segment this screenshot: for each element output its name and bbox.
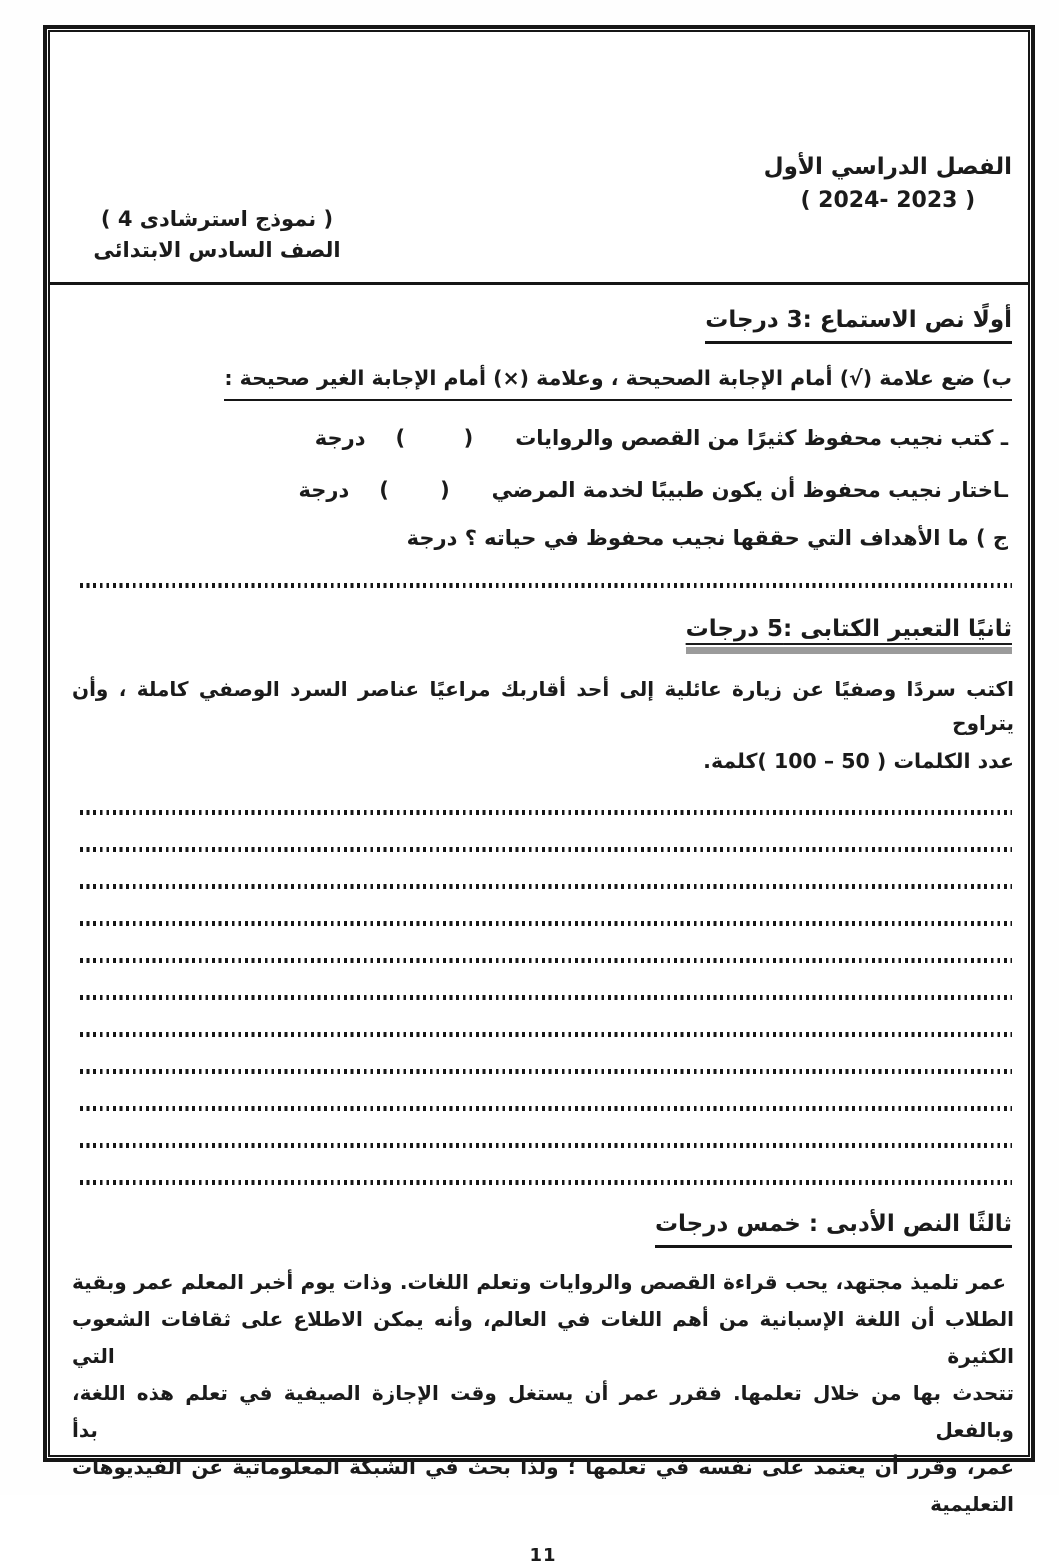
literary-text-line: الطلاب أن اللغة الإسبانية من أهم اللغات في العالم، وأنه يمكن الاطلاع على ثقافات الشعوب الكثيرة التي [72, 1307, 1014, 1368]
answer-dotted-line [80, 583, 1012, 588]
exam-header [50, 32, 1028, 285]
tf-item-text: ـ كتب نجيب محفوظ كثيرًا من القصص والروايات [515, 426, 1008, 450]
exam-body [50, 285, 1028, 1566]
answer-dotted-line [80, 958, 1012, 963]
years-label: ( 2024- 2023 ) [800, 188, 976, 213]
writing-section [72, 614, 1014, 1185]
open-question-line: ج ) ما الأهداف التي حققها نجيب محفوظ في حياته ؟ درجة [406, 526, 1008, 550]
answer-dotted-line [80, 1032, 1012, 1037]
literary-section-title: ثالثًا النص الأدبى : خمس درجات [655, 1209, 1012, 1248]
listening-instruction: ب) ضع علامة (√) أمام الإجابة الصحيحة ، وعلامة (×) أمام الإجابة الغير صحيحة : [224, 364, 1012, 401]
mark-label: درجة [314, 426, 366, 450]
grade-label: الصف السادس الابتدائى [93, 238, 341, 262]
answer-dotted-line [80, 847, 1012, 852]
literary-text-line: عمر، وقرر أن يعتمد على نفسه في تعلمها ؛ ولذا بحث في الشبكة المعلوماتية عن الفيديوهات التعليمية [72, 1455, 1014, 1516]
literary-section [72, 1209, 1014, 1523]
answer-dotted-line [80, 995, 1012, 1000]
writing-prompt-line2: عدد الكلمات ( 50 – 100 )كلمة. [703, 749, 1014, 773]
answer-dotted-line [80, 1106, 1012, 1111]
writing-prompt-line1: اكتب سردًا وصفيًا عن زيارة عائلية إلى أحد أقاربك مراعيًا عناصر السرد الوصفي كاملة ، وأن يتراوح [72, 677, 1014, 735]
literary-text-line: عمر تلميذ مجتهد، يحب قراءة القصص والروايات وتعلم اللغات. وذات يوم أخبر المعلم عمر وبقية [72, 1270, 1006, 1294]
model-block [92, 204, 342, 266]
literary-text [72, 1264, 1014, 1523]
tf-item-row [72, 475, 1014, 505]
tf-item-text: ـاختار نجيب محفوظ أن يكون طبيبًا لخدمة المرضي [491, 478, 1008, 502]
tf-item-row [72, 423, 1014, 453]
answer-blank: ( ) [379, 478, 450, 502]
term-label: الفصل الدراسي الأول [763, 154, 1012, 180]
page-number: 11 [529, 1545, 557, 1566]
answer-dotted-line [80, 884, 1012, 889]
answer-lines [72, 810, 1014, 1185]
answer-dotted-line [80, 1069, 1012, 1074]
listening-section-title: أولًا نص الاستماع :3 درجات [705, 305, 1012, 344]
answer-dotted-line [80, 810, 1012, 815]
answer-dotted-line [80, 1143, 1012, 1148]
mark-label: درجة [298, 478, 350, 502]
answer-blank: ( ) [395, 426, 474, 450]
page-frame-inner [48, 30, 1030, 1566]
listening-section [72, 305, 1014, 588]
writing-section-title: ثانيًا التعبير الكتابى :5 درجات [686, 614, 1012, 654]
page-frame [43, 25, 1035, 1566]
literary-text-line: تتحدث بها من خلال تعلمها. فقرر عمر أن يستغل وقت الإجازة الصيفية في تعلم هذه اللغة، وبالفعل بدأ [72, 1381, 1014, 1442]
answer-dotted-line [80, 1180, 1012, 1185]
answer-dotted-line [80, 921, 1012, 926]
model-label: ( نموذج استرشادى 4 ) [100, 207, 334, 231]
term-block [764, 150, 1012, 218]
